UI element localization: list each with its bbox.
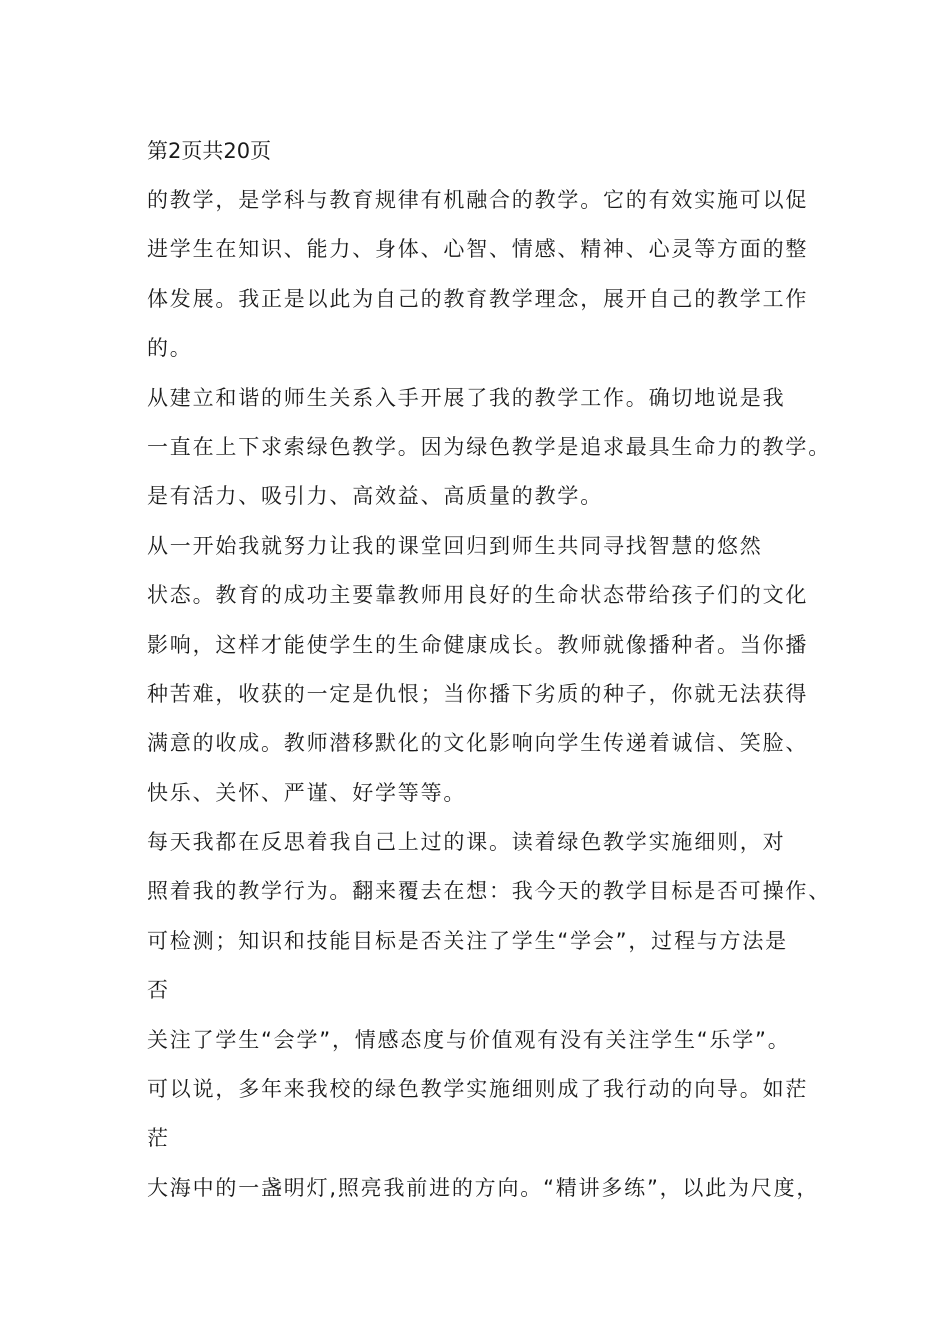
text-line: 大海中的一盏明灯,照亮我前进的方向。“精讲多练”，以此为尺度， (147, 1175, 820, 1200)
body-text (147, 185, 831, 1222)
text-line: 可检测；知识和技能目标是否关注了学生“学会”，过程与方法是 (147, 928, 788, 953)
text-line: 种苦难，收获的一定是仇恨；当你播下劣质的种子，你就无法获得 (147, 681, 809, 706)
page-number-header: 第2页共20页 (147, 139, 272, 163)
text-line: 影响，这样才能使学生的生命健康成长。教师就像播种者。当你播 (147, 632, 809, 657)
text-line: 体发展。我正是以此为自己的教育教学理念，展开自己的教学工作 (147, 286, 809, 311)
text-line: 快乐、关怀、严谨、好学等等。 (147, 780, 467, 805)
text-line: 照着我的教学行为。翻来覆去在想：我今天的教学目标是否可操作、 (147, 879, 831, 904)
text-line: 是有活力、吸引力、高效益、高质量的教学。 (147, 484, 603, 509)
text-line: 一直在上下求索绿色教学。因为绿色教学是追求最具生命力的教学。 (147, 434, 831, 459)
text-line: 关注了学生“会学”，情感态度与价值观有没有关注学生“乐学”。 (147, 1027, 791, 1052)
text-line: 的。 (147, 336, 193, 361)
text-line: 可以说，多年来我校的绿色教学实施细则成了我行动的向导。如茫 (147, 1077, 809, 1102)
text-line: 从一开始我就努力让我的课堂回归到师生共同寻找智慧的悠然 (147, 533, 763, 558)
text-line: 茫 (147, 1126, 170, 1151)
text-line: 每天我都在反思着我自己上过的课。读着绿色教学实施细则，对 (147, 830, 786, 855)
text-line: 状态。教育的成功主要靠教师用良好的生命状态带给孩子们的文化 (147, 583, 809, 608)
text-line: 从建立和谐的师生关系入手开展了我的教学工作。确切地说是我 (147, 385, 786, 410)
text-line: 否 (147, 978, 170, 1003)
text-line: 满意的收成。教师潜移默化的文化影响向学生传递着诚信、笑脸、 (147, 731, 809, 756)
text-line: 的教学，是学科与教育规律有机融合的教学。它的有效实施可以促 (147, 188, 809, 212)
text-line: 进学生在知识、能力、身体、心智、情感、精神、心灵等方面的整 (147, 237, 809, 262)
